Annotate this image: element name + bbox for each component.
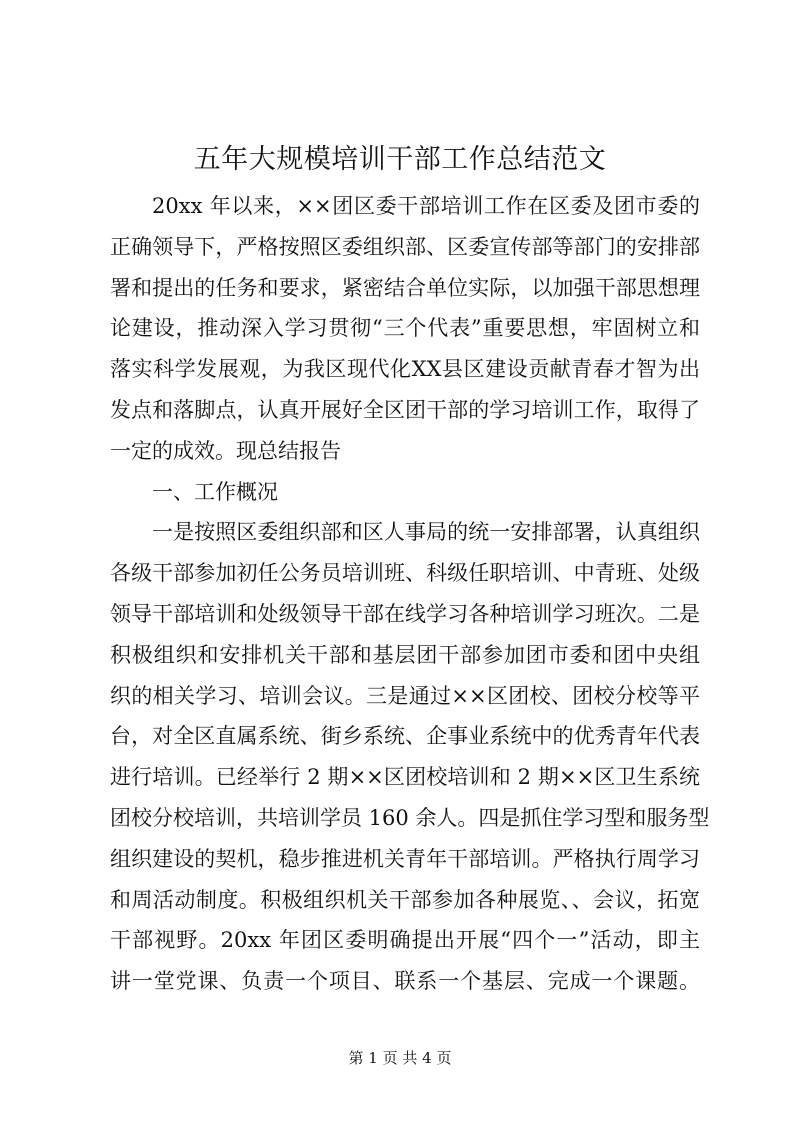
document-title: 五年大规模培训干部工作总结范文 bbox=[193, 144, 607, 175]
paragraph-line: 一是按照区委组织部和区人事局的统一安排部署，认真组织 bbox=[152, 520, 700, 545]
paragraph-line: 各级干部参加初任公务员培训班、科级任职培训、中青班、处级 bbox=[110, 561, 700, 586]
paragraph-line: 积极组织和安排机关干部和基层团干部参加团市委和团中央组 bbox=[110, 642, 700, 667]
paragraph-line: 和周活动制度。积极组织机关干部参加各种展览、、会议，拓宽 bbox=[110, 887, 700, 912]
paragraph-line: 领导干部培训和处级领导干部在线学习各种培训学习班次。二是 bbox=[110, 601, 700, 626]
paragraph-line: 台，对全区直属系统、街乡系统、企事业系统中的优秀青年代表 bbox=[110, 724, 700, 749]
section-heading: 一、工作概况 bbox=[152, 479, 278, 504]
paragraph-line: 论建设，推动深入学习贯彻“三个代表”重要思想，牢固树立和 bbox=[110, 316, 700, 341]
paragraph-line: 一定的成效。现总结报告 bbox=[110, 438, 341, 463]
paragraph-line: 正确领导下，严格按照区委组织部、区委宣传部等部门的安排部 bbox=[110, 234, 700, 259]
paragraph-line: 干部视野。20xx 年团区委明确提出开展“四个一”活动，即主 bbox=[110, 928, 700, 953]
paragraph-line: 20xx 年以来，××团区委干部培训工作在区委及团市委的 bbox=[152, 194, 700, 218]
paragraph-line: 落实科学发展观，为我区现代化XX县区建设贡献青春才智为出 bbox=[110, 357, 700, 382]
paragraph-line: 署和提出的任务和要求，紧密结合单位实际，以加强干部思想理 bbox=[110, 275, 700, 300]
paragraph-line: 组织建设的契机，稳步推进机关青年干部培训。严格执行周学习 bbox=[110, 846, 700, 871]
paragraph-line: 进行培训。已经举行 2 期××区团校培训和 2 期××区卫生系统 bbox=[110, 765, 700, 790]
document-body bbox=[110, 186, 710, 1002]
paragraph-line: 讲一堂党课、负责一个项目、联系一个基层、完成一个课题。 bbox=[110, 969, 700, 994]
paragraph-line: 团校分校培训，共培训学员 160 余人。四是抓住学习型和服务型 bbox=[110, 805, 710, 830]
page-footer: 第 1 页 共 4 页 bbox=[348, 1049, 452, 1067]
paragraph-line: 织的相关学习、培训会议。三是通过××区团校、团校分校等平 bbox=[110, 683, 700, 708]
paragraph-line: 发点和落脚点，认真开展好全区团干部的学习培训工作，取得了 bbox=[110, 397, 700, 422]
